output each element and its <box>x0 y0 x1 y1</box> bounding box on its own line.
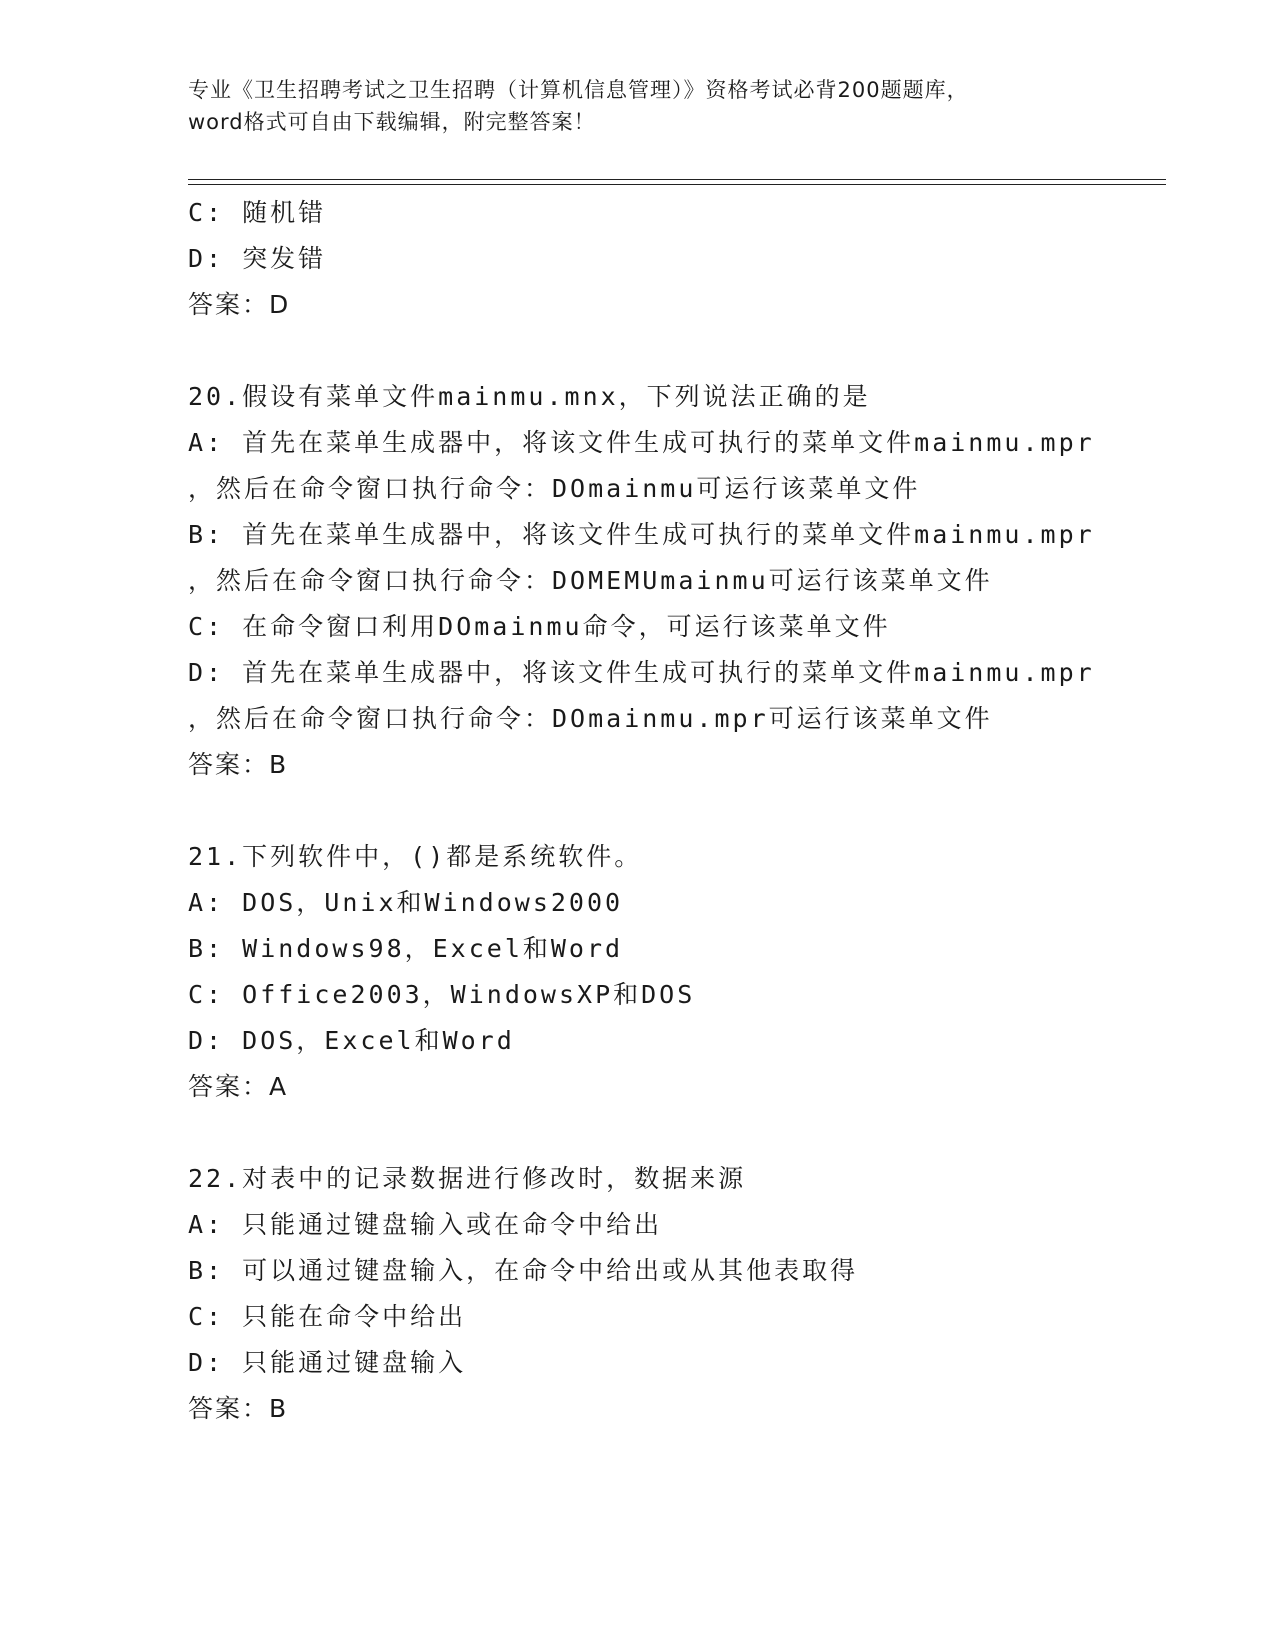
option-d: D: DOS，Excel和Word <box>188 1026 515 1055</box>
option-c: C: 随机错 <box>188 198 327 227</box>
option-a: A: DOS，Unix和Windows2000 <box>188 888 624 917</box>
question-list <box>188 190 1188 1432</box>
header-divider-top <box>188 179 1166 180</box>
option-d: D: 突发错 <box>188 244 327 273</box>
question-22 <box>188 1156 1188 1432</box>
option-a: A: 首先在菜单生成器中，将该文件生成可执行的菜单文件mainmu.mpr <box>188 428 1095 457</box>
option-c: C: 在命令窗口利用DOmainmu命令，可运行该菜单文件 <box>188 612 891 641</box>
question-stem: 22.对表中的记录数据进行修改时，数据来源 <box>188 1164 747 1193</box>
option-c: C: Office2003，WindowsXP和DOS <box>188 980 696 1009</box>
answer-line: 答案：B <box>188 1394 289 1423</box>
question-spacer <box>188 328 1188 374</box>
option-b: B: 可以通过键盘输入，在命令中给出或从其他表取得 <box>188 1256 859 1285</box>
header-title-line-2: word格式可自由下载编辑，附完整答案！ <box>188 110 596 134</box>
option-a: A: 只能通过键盘输入或在命令中给出 <box>188 1210 663 1239</box>
option-b: B: Windows98，Excel和Word <box>188 934 624 963</box>
option-d: D: 首先在菜单生成器中，将该文件生成可执行的菜单文件mainmu.mpr <box>188 658 1095 687</box>
question-spacer <box>188 1110 1188 1156</box>
question-20 <box>188 374 1188 788</box>
option-a-continued: ，然后在命令窗口执行命令：DOmainmu可运行该菜单文件 <box>188 474 921 503</box>
option-d-continued: ，然后在命令窗口执行命令：DOmainmu.mpr可运行该菜单文件 <box>188 704 993 733</box>
question-19-continued <box>188 190 1188 328</box>
answer-line: 答案：D <box>188 290 291 319</box>
question-stem: 20.假设有菜单文件mainmu.mnx，下列说法正确的是 <box>188 382 871 411</box>
answer-line: 答案：B <box>188 750 289 779</box>
header-title-line-1: 专业《卫生招聘考试之卫生招聘（计算机信息管理）》资格考试必背200题题库， <box>188 78 969 102</box>
option-d: D: 只能通过键盘输入 <box>188 1348 467 1377</box>
answer-line: 答案：A <box>188 1072 289 1101</box>
question-21 <box>188 834 1188 1110</box>
option-c: C: 只能在命令中给出 <box>188 1302 467 1331</box>
option-b: B: 首先在菜单生成器中，将该文件生成可执行的菜单文件mainmu.mpr <box>188 520 1095 549</box>
question-stem: 21.下列软件中，()都是系统软件。 <box>188 842 643 871</box>
document-header <box>188 74 1088 138</box>
header-divider-bottom <box>188 184 1166 185</box>
option-b-continued: ，然后在命令窗口执行命令：DOMEMUmainmu可运行该菜单文件 <box>188 566 993 595</box>
question-spacer <box>188 788 1188 834</box>
